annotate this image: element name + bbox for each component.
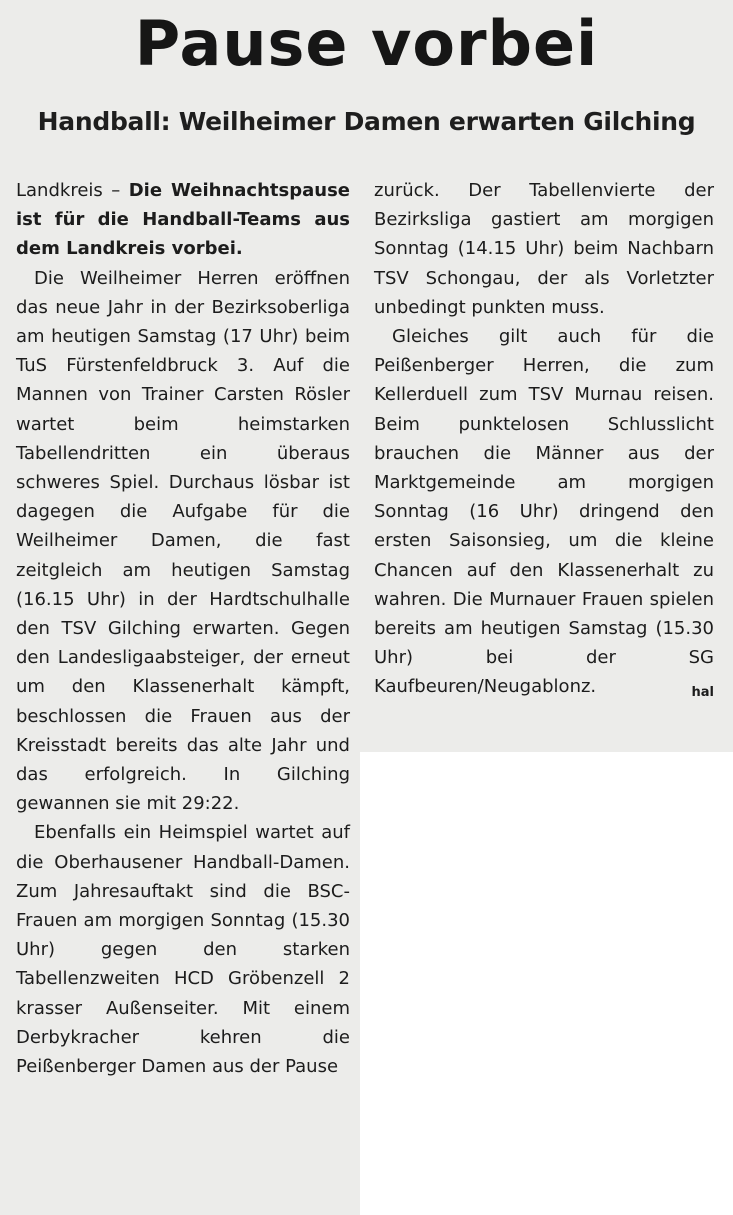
body-paragraph: Die Weilheimer Herren eröffnen das neue Jahr in der Bezirksoberliga am heutigen Samstag (17 Uhr) beim TuS Fürstenfeldbruck 3. Auf die Mannen von Trainer Carsten Rösler wartet beim heimstarken Tabellendritten ein überaus schweres Spiel. Durchaus lösbar ist dagegen die Aufgabe für die Weilheimer Damen, die fast zeitgleich am heutigen Samstag (16.15 Uhr) in der Hardtschulhalle den TSV Gilching erwarten. Gegen den Landesligaabsteiger, der erneut um den Klassenerhalt kämpft, beschlossen die Frauen aus der Kreisstadt bereits das alte Jahr und das erfolgreich. In Gilching gewannen sie mit 29:22. [16,267,350,815]
body-paragraph-text: Gleiches gilt auch für die Peißenberger Herren, die zum Kellerduell zum TSV Murnau reisen. Beim punktelosen Schlusslicht brauchen die Männer aus der Marktgemeinde am morgigen Sonntag (16 Uhr) dringend den ersten Saisonsieg, um die kleine Chancen auf den Klassenerhalt zu wahren. Die Murnauer Frauen spielen bereits am heutigen Samstag (15.30 Uhr) bei der SG Kaufbeuren/Neugablonz. [374,326,714,698]
author-initials: hal [691,685,714,701]
body-paragraph: zurück. Der Tabellenvierte der Bezirksliga gastiert am morgigen Sonntag (14.15 Uhr) beim Nachbarn TSV Schongau, der als Vorletzter unbedingt punkten muss. [374,180,714,318]
body-paragraph [374,322,714,702]
body-paragraph: Ebenfalls ein Heimspiel wartet auf die Oberhausener Handball-Damen. Zum Jahresauftakt sind die BSC-Frauen am morgigen Sonntag (15.30 Uhr) gegen den starken Tabellenzweiten HCD Gröbenzell 2 krasser Außenseiter. Mit einem Derbykracher kehren die Peißenberger Damen aus der Pause [16,822,350,1078]
subheadline: Handball: Weilheimer Damen erwarten Gilching [37,107,696,136]
lead-paragraph [16,176,350,264]
lead-text: Die Weihnachtspause ist für die Handball-Teams aus dem Landkreis vorbei. [16,180,350,260]
right-column [374,176,714,708]
left-column [16,176,350,1081]
headline: Pause vorbei [134,7,599,80]
dateline: Landkreis – [16,180,129,201]
